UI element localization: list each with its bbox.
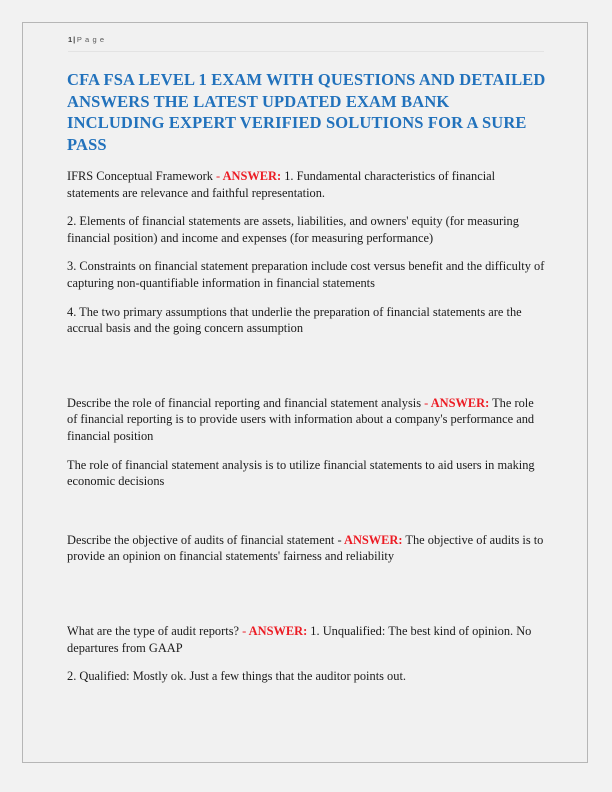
question-text: What are the type of audit reports? <box>67 623 243 638</box>
question-answer-dash: - <box>242 623 247 638</box>
qa-block-ifrs-framework <box>67 168 547 201</box>
answer-text: The objective of audits is to provide an opinion on financial statements' fairness and reliability <box>67 532 544 564</box>
question-text: Describe the objective of audits of financial statement <box>67 532 338 547</box>
header-divider <box>68 51 544 52</box>
qa-block-audit-report-types <box>67 623 547 656</box>
section-spacer-3 <box>67 577 547 623</box>
paragraph-qualified-opinion: 2. Qualified: Mostly ok. Just a few things that the auditor points out. <box>67 669 406 684</box>
qa-block-role-of-reporting <box>67 395 547 445</box>
page-number-value: 1 <box>68 35 73 44</box>
answer-label: ANSWER: <box>220 169 282 183</box>
paragraph-role-of-analysis: The role of financial statement analysis is to utilize financial statements to aid users in making economic decisions <box>67 457 535 489</box>
document-page <box>22 22 588 763</box>
section-spacer-2 <box>67 502 547 532</box>
page-header <box>68 35 544 45</box>
page-word-label: P a g e <box>76 35 105 44</box>
answer-label: ANSWER: <box>246 623 308 638</box>
question-answer-dash: - <box>424 395 429 410</box>
page-number-separator: | <box>73 35 76 44</box>
question-answer-dash: - <box>337 532 342 547</box>
paragraph-assumptions: 4. The two primary assumptions that underlie the preparation of financial statements are the accrual basis and the going concern assumption <box>67 304 522 336</box>
document-body <box>67 69 547 697</box>
question-answer-dash: - <box>216 169 221 183</box>
answer-text: 1. Fundamental characteristics of financial statements are relevance and faithful representation. <box>67 169 496 200</box>
answer-text: The role of financial reporting is to provide users with information about a company's performance and financial position <box>67 395 535 443</box>
answer-text: 1. Unqualified: The best kind of opinion. No departures from GAAP <box>67 623 532 655</box>
paragraph-constraints: 3. Constraints on financial statement preparation include cost versus benefit and the difficulty of capturing non-quantifiable information in financial statements <box>67 259 545 290</box>
question-text: IFRS Conceptual Framework <box>67 169 217 183</box>
page-number-label <box>68 35 544 45</box>
answer-label: ANSWER: <box>341 532 403 547</box>
qa-block-objective-of-audits <box>67 532 547 565</box>
question-text: Describe the role of financial reporting and financial statement analysis <box>67 395 425 410</box>
section-spacer-1 <box>67 349 547 395</box>
paragraph-elements-of-fs: 2. Elements of financial statements are assets, liabilities, and owners' equity (for measuring financial position) and income and expenses (for measuring performance) <box>67 214 519 245</box>
answer-label: ANSWER: <box>428 395 490 410</box>
document-title: CFA FSA LEVEL 1 EXAM WITH QUESTIONS AND DETAILED ANSWERS THE LATEST UPDATED EXAM BANK INCLUDING EXPERT VERIFIED SOLUTIONS FOR A SURE PASS <box>67 70 546 154</box>
